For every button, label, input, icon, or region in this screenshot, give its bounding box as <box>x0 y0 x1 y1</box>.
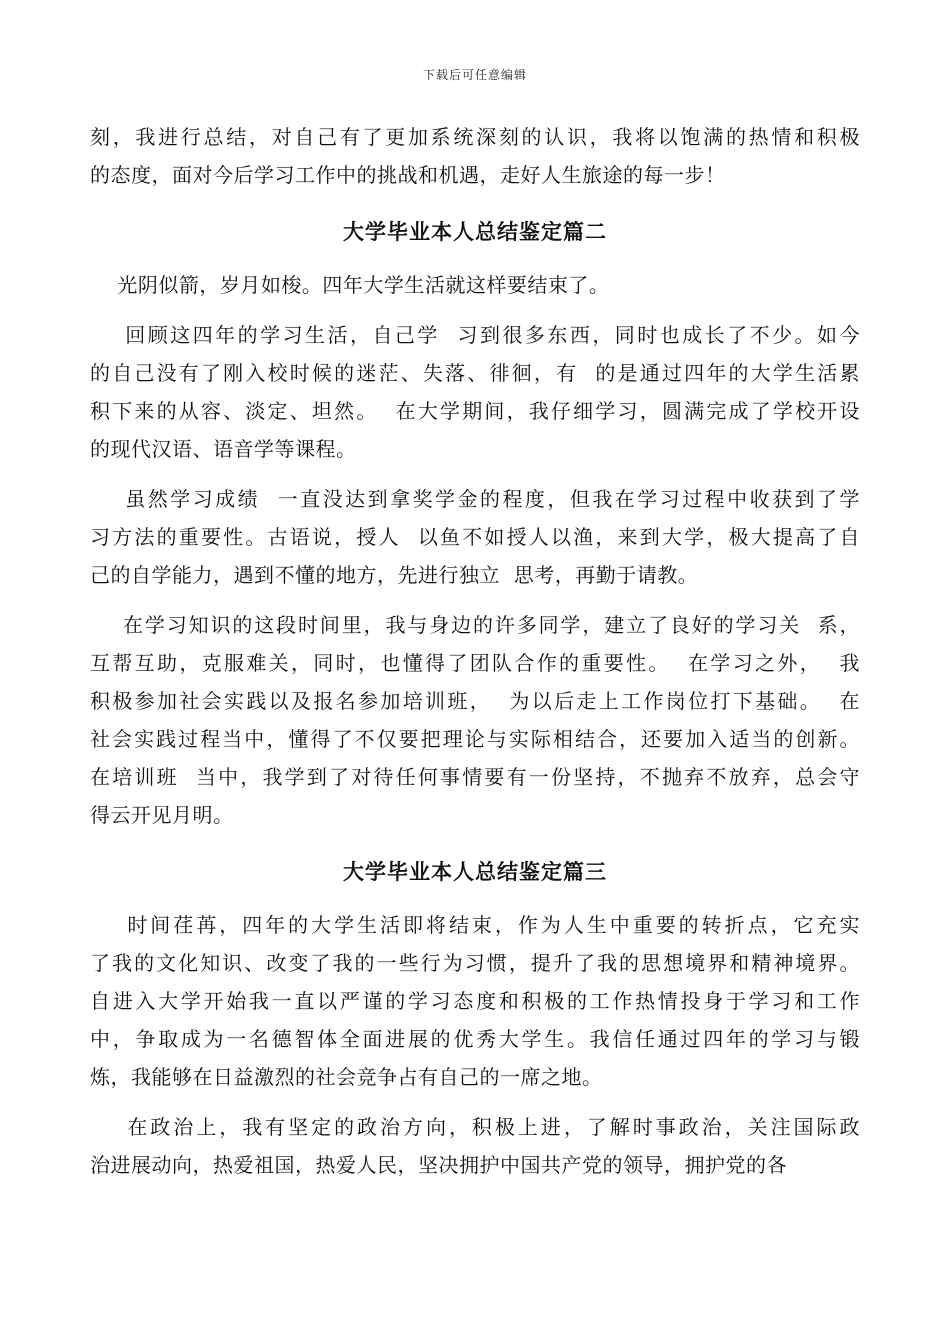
text-line: 回顾这四年的学习生活，自己学 习到很多东西，同时也成长了不少。如今 <box>90 323 860 347</box>
text-line: 的态度，面对今后学习工作中的挑战和机遇，走好人生旅途的每一步！ <box>90 163 726 187</box>
text-line: 自进入大学开始我一直以严谨的学习态度和积极的工作热情投身于学习和工作 <box>90 989 860 1013</box>
text-line: 积下来的从容、淡定、坦然。 在大学期间，我仔细学习，圆满完成了学校开设 <box>90 399 860 423</box>
section-heading: 大学毕业本人总结鉴定篇三 <box>343 859 607 884</box>
text-line: 社会实践过程当中，懂得了不仅要把理论与实际相结合，还要加入适当的创新。 <box>90 727 860 751</box>
text-line: 积极参加社会实践以及报名参加培训班， 为以后走上工作岗位打下基础。 在 <box>90 689 860 713</box>
text-line: 习方法的重要性。古语说，授人 以鱼不如授人以渔，来到大学，极大提高了自 <box>90 525 860 549</box>
paragraph <box>90 118 860 194</box>
text-line: 炼，我能够在日益激烈的社会竞争占有自己的一席之地。 <box>90 1065 603 1089</box>
page-header-note: 下载后可任意编辑 <box>422 68 527 82</box>
text-line: 己的自学能力，遇到不懂的地方，先进行独立 思考，再勤于请教。 <box>90 563 699 587</box>
text-line: 的自己没有了刚入校时候的迷茫、失落、徘徊，有 的是通过四年的大学生活累 <box>90 361 860 385</box>
text-line: 光阴似箭，岁月如梭。四年大学生活就这样要结束了。 <box>90 273 610 297</box>
text-line: 在学习知识的这段时间里，我与身边的许多同学，建立了良好的学习关 系， <box>90 613 860 637</box>
text-line: 在政治上，我有坚定的政治方向，积极上进，了解时事政治，关注国际政 <box>90 1115 860 1139</box>
section-heading: 大学毕业本人总结鉴定篇二 <box>343 219 607 244</box>
text-line: 了我的文化知识、改变了我的一些行为习惯，提升了我的思想境界和精神境界。 <box>90 951 860 975</box>
paragraph <box>90 606 860 834</box>
paragraph <box>90 266 860 304</box>
paragraph <box>90 1108 860 1184</box>
paragraph <box>90 480 860 594</box>
text-line: 互帮互助，克服难关，同时，也懂得了团队合作的重要性。 在学习之外， 我 <box>90 651 860 675</box>
text-line: 时间荏苒，四年的大学生活即将结束，作为人生中重要的转折点，它充实 <box>90 913 860 937</box>
text-line: 虽然学习成绩 一直没达到拿奖学金的程度，但我在学习过程中收获到了学 <box>90 487 860 511</box>
text-line: 中，争取成为一名德智体全面进展的优秀大学生。我信任通过四年的学习与锻 <box>90 1027 860 1051</box>
paragraph <box>90 906 860 1096</box>
text-line: 的现代汉语、语音学等课程。 <box>90 437 357 461</box>
document-body <box>90 118 860 1196</box>
text-line: 刻，我进行总结，对自己有了更加系统深刻的认识，我将以饱满的热情和积极 <box>90 125 860 149</box>
text-line: 得云开见月明。 <box>90 803 234 827</box>
text-line: 在培训班 当中，我学到了对待任何事情要有一份坚持，不抛弃不放弃，总会守 <box>90 765 860 789</box>
paragraph <box>90 316 860 468</box>
text-line: 治进展动向，热爱祖国，热爱人民，坚决拥护中国共产党的领导，拥护党的各 <box>90 1153 787 1177</box>
